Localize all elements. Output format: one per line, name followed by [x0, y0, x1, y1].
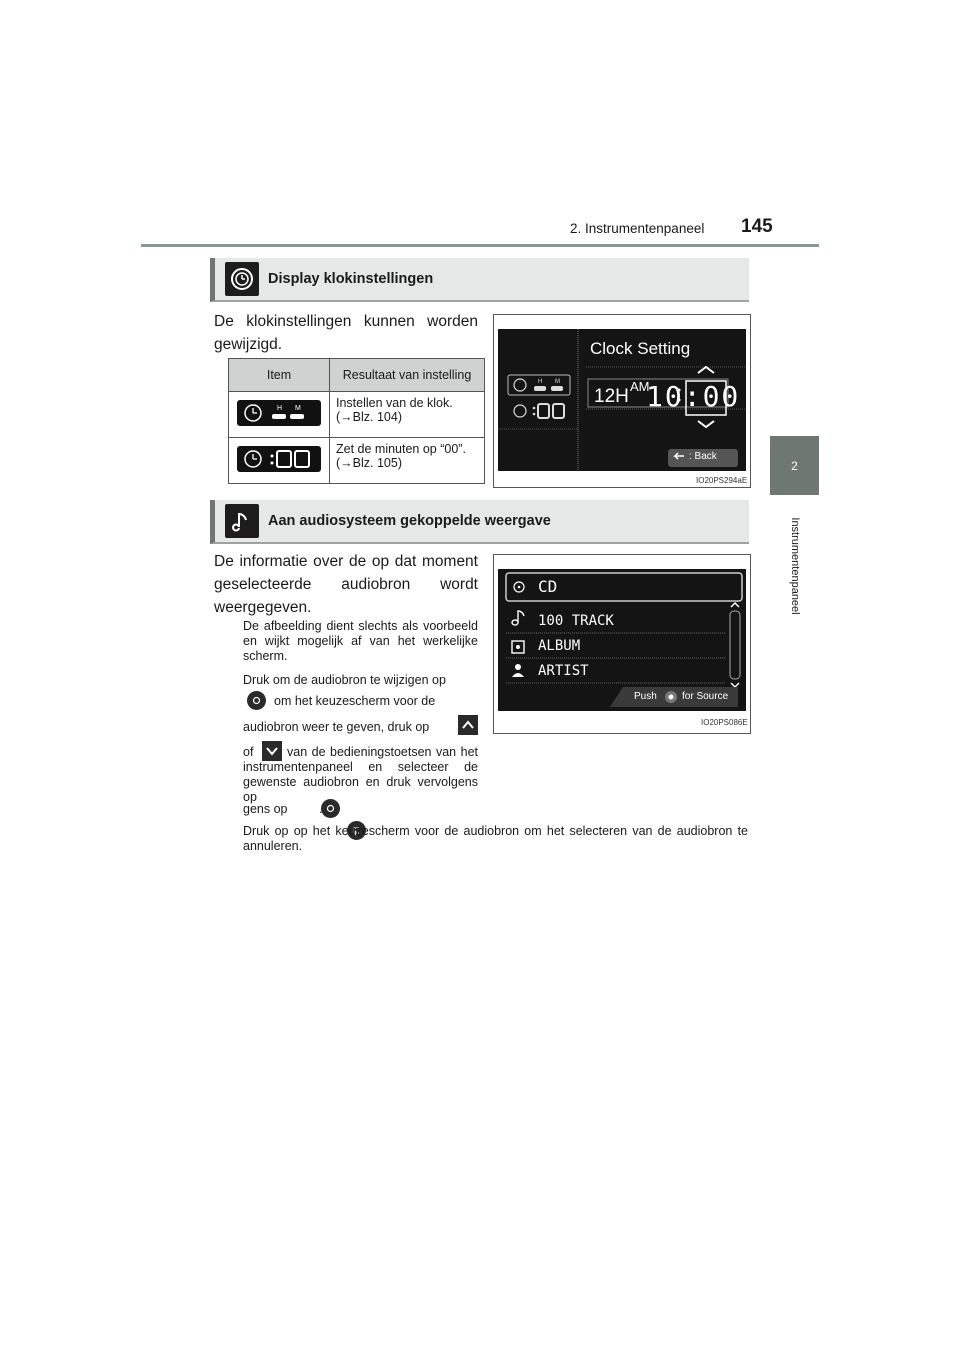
page-number: 145	[741, 216, 773, 237]
audio-instruction-2: om het keuzescherm voor de	[274, 694, 436, 708]
svg-text:M: M	[555, 379, 560, 385]
audio-instruction-6: .	[319, 802, 323, 816]
figure-caption: IO20PS086E	[701, 718, 748, 727]
audio-screen	[498, 569, 746, 711]
row1-result: Instellen van de klok. (→Blz. 104)	[330, 392, 485, 438]
source-cd[interactable]: CD	[538, 577, 558, 596]
table-header-item: Item	[229, 359, 330, 392]
audio-instruction-3: audiobron weer te geven, druk op	[243, 720, 430, 734]
audio-screen-figure	[493, 554, 751, 734]
select-knob-icon	[247, 691, 266, 710]
audio-instruction-5: van de bedieningstoetsen van het instrumentenpaneel en selecteer de gewenste audiobron en druk vervolgens op	[243, 745, 478, 804]
section-title: Display klokinstellingen	[268, 271, 434, 287]
clock-ampm: AM	[630, 379, 650, 394]
clock-setting-title: Clock Setting	[590, 339, 691, 358]
audio-instruction-4: of	[243, 745, 254, 759]
svg-text:H: H	[277, 405, 283, 412]
for-source-label: for Source	[682, 691, 729, 702]
cancel-instruction: Druk op op het keuzescherm voor de audiobron om het selecteren van de audiobron te annuleren.	[243, 824, 748, 853]
clock-screen-figure	[493, 314, 751, 488]
table-header-result: Resultaat van instelling	[330, 359, 485, 392]
header-rule	[141, 244, 819, 247]
row2-result: Zet de minuten op “00”. (→Blz. 105)	[330, 438, 485, 484]
list-item-artist[interactable]: ARTIST	[538, 663, 589, 679]
clock-minutes-display-icon	[237, 446, 321, 472]
svg-text:H: H	[538, 379, 543, 385]
table-row	[229, 438, 485, 484]
svg-text:M: M	[295, 405, 301, 412]
section-header-clock	[210, 258, 749, 302]
clock-hm-display-icon	[237, 400, 321, 426]
running-header: 2. Instrumentenpaneel	[570, 221, 705, 236]
section-title: Aan audiosysteem gekoppelde weergave	[268, 513, 551, 529]
push-label: Push	[634, 691, 657, 702]
section-header-audio	[210, 500, 749, 544]
clock-mode: 12H	[594, 386, 629, 407]
audio-instruction-1: Druk om de audiobron te wijzigen op	[243, 673, 446, 687]
audio-note: De afbeelding dient slechts als voorbeeld en wijkt mogelijk af van het werkelijke scherm.	[243, 619, 478, 663]
audio-intro: De informatie over de op dat moment geselecteerde audiobron wordt weergegeven.	[214, 553, 478, 616]
list-item-album[interactable]: ALBUM	[538, 638, 581, 654]
list-item-track[interactable]: 100 TRACK	[538, 613, 614, 629]
music-note-icon	[225, 504, 259, 538]
clock-screen	[498, 329, 746, 471]
settings-table	[228, 358, 485, 484]
chapter-number: 2	[791, 458, 798, 473]
clock-time[interactable]: 10:00	[646, 380, 741, 413]
chapter-tab	[770, 436, 819, 495]
clock-settings-icon	[225, 262, 259, 296]
back-button-label[interactable]: : Back	[689, 451, 717, 462]
chapter-label: Instrumentenpaneel	[789, 517, 801, 615]
clock-intro: De klokinstellingen kunnen worden gewijzigd.	[214, 313, 478, 353]
select-knob-icon	[321, 799, 340, 818]
table-row	[229, 392, 485, 438]
up-arrow-icon	[458, 715, 478, 735]
figure-caption: IO20PS294aE	[696, 476, 748, 485]
